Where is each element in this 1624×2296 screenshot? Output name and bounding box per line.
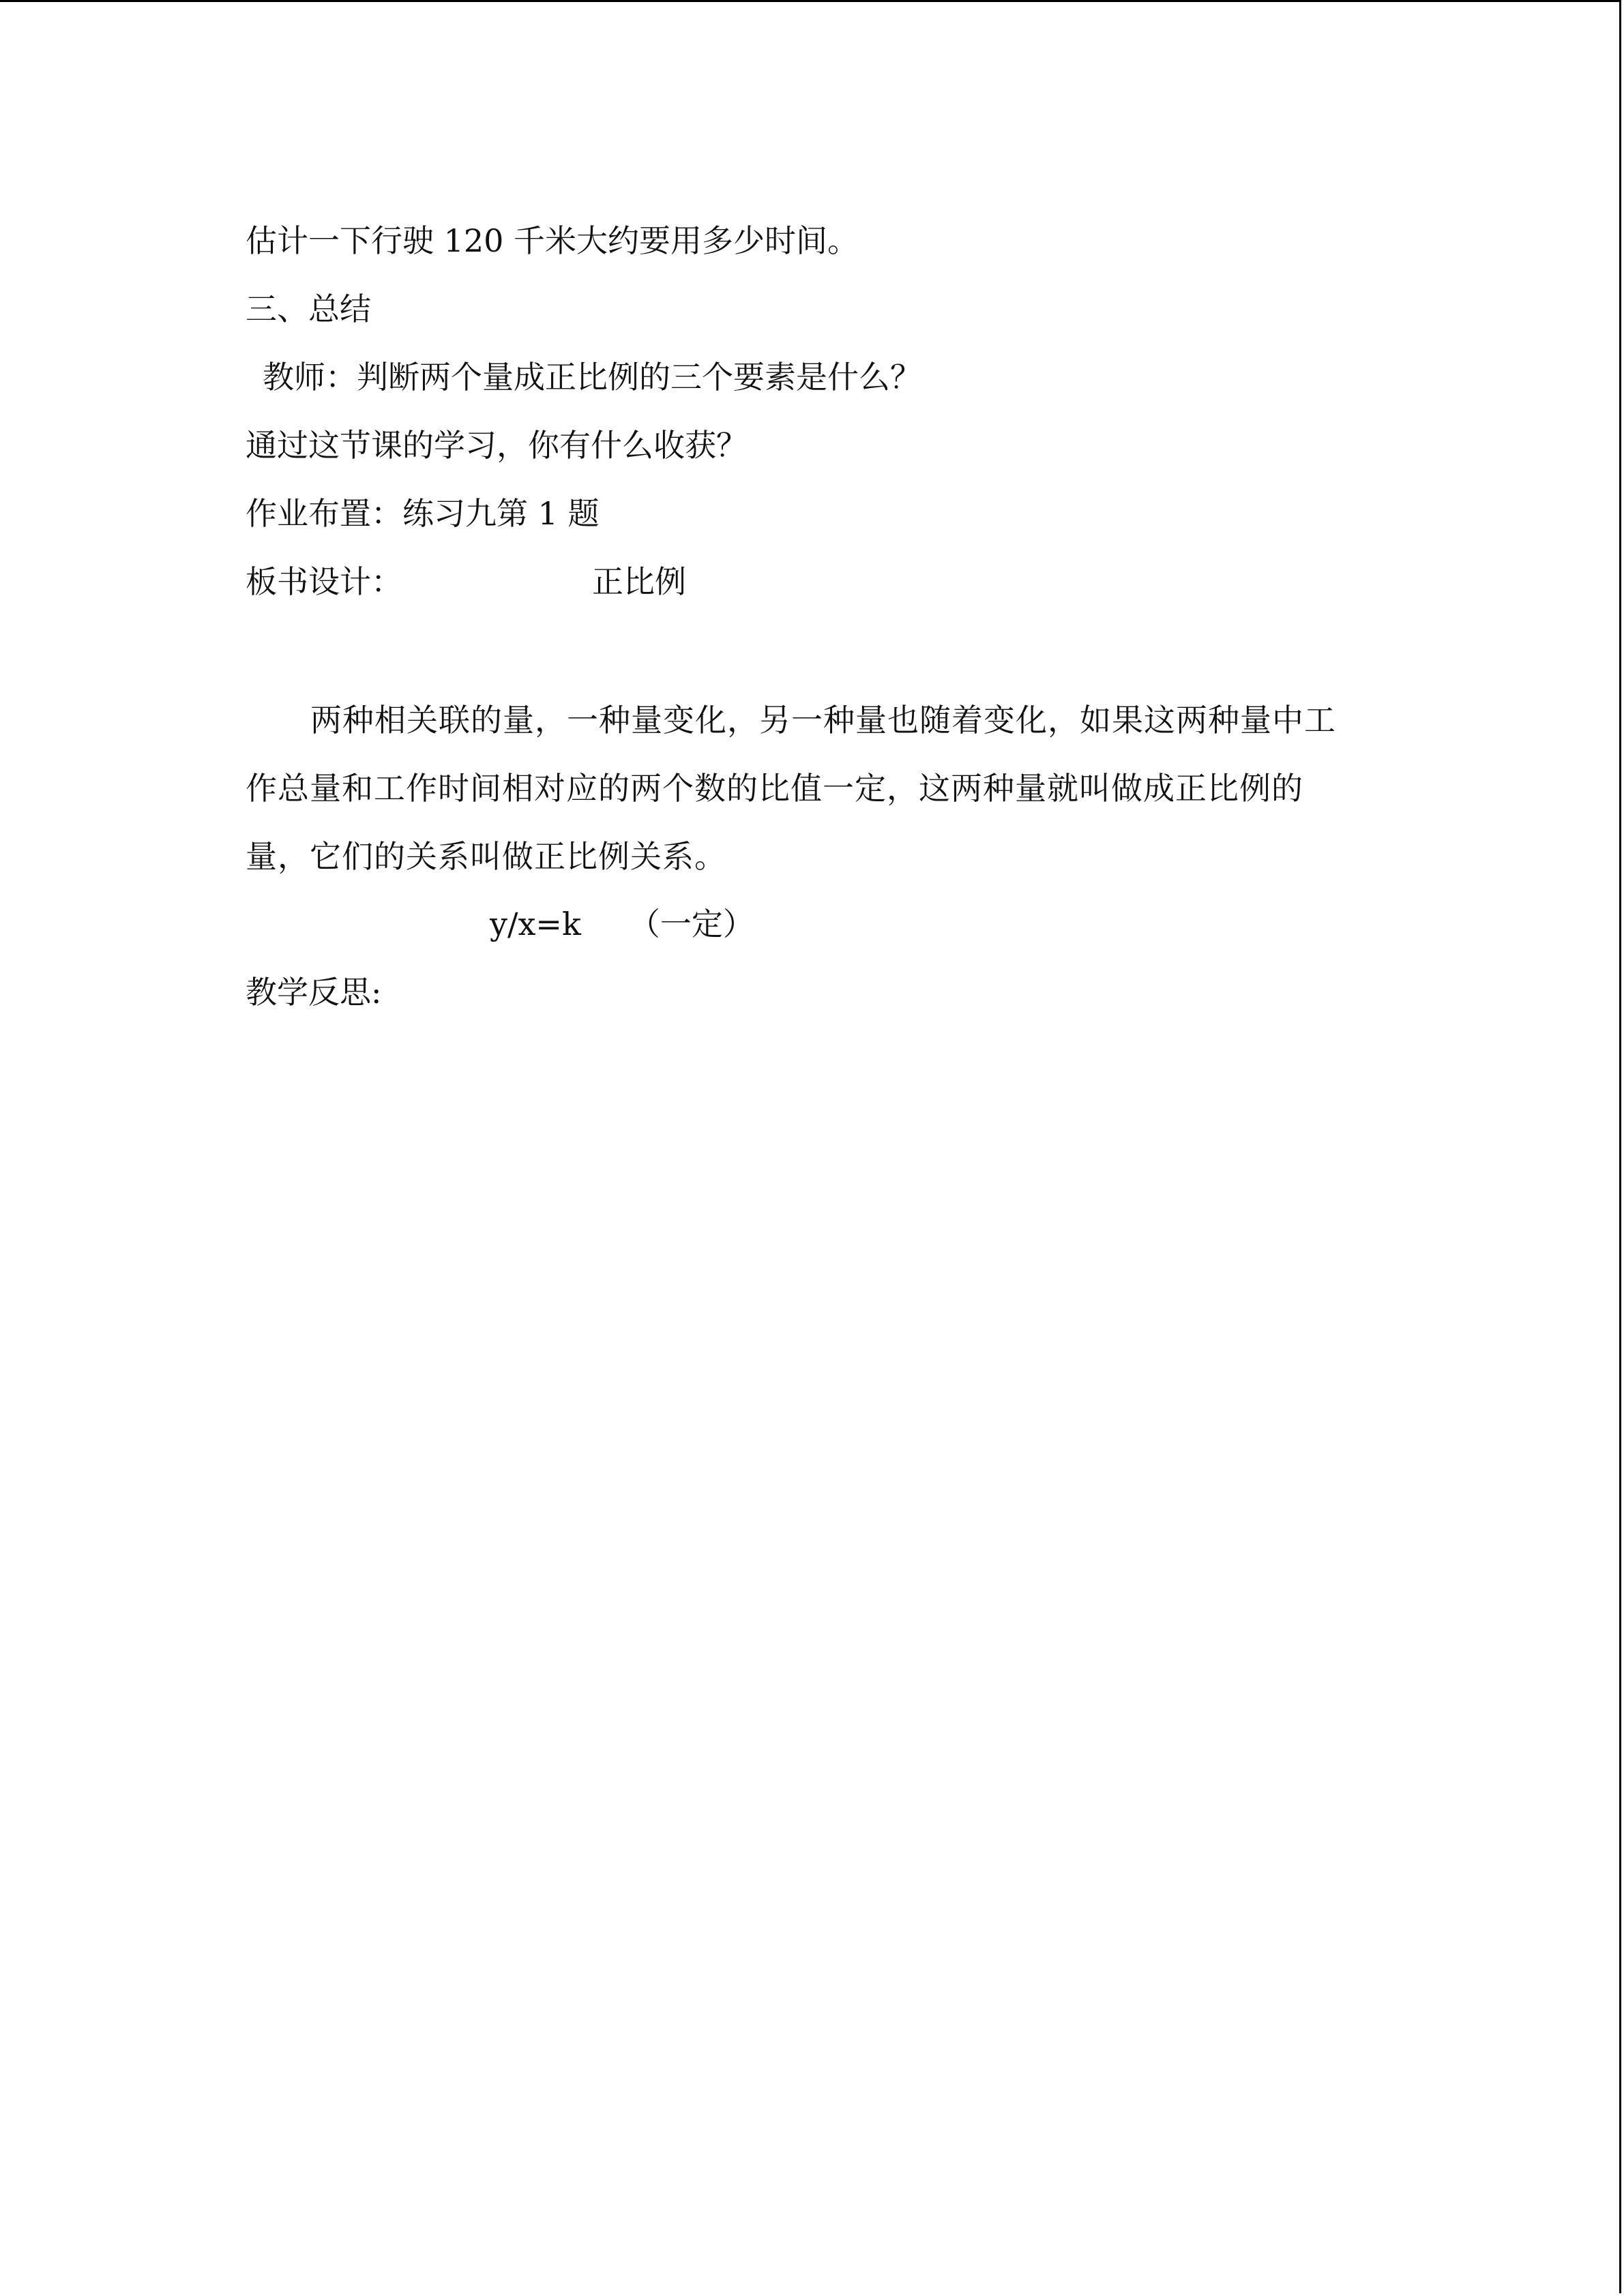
- board-design-label: 板书设计：: [246, 563, 402, 600]
- harvest-question-line: 通过这节课的学习，你有什么收获？: [246, 427, 748, 464]
- formula: y/x=k: [490, 906, 581, 942]
- formula-line: [490, 904, 754, 944]
- homework-line: 作业布置：练习九第 1 题: [246, 495, 600, 532]
- board-title: 正比例: [592, 563, 686, 600]
- definition-paragraph: 两种相关联的量，一种量变化，另一种量也随着变化，如果这两种量中工作总量和工作时间相对应的两个数的比值一定，这两种量就叫做成正比例的量，它们的关系叫做正比例关系。: [246, 702, 1336, 875]
- teacher-question-line: 教师：判断两个量成正比例的三个要素是什么？: [263, 359, 921, 396]
- formula-note: （一定）: [628, 906, 754, 942]
- reflection-label: 教学反思:: [246, 974, 382, 1011]
- estimate-line: 估计一下行驶 120 千米大约要用多少时间。: [246, 222, 859, 259]
- section-three-heading: 三、总结: [246, 290, 371, 327]
